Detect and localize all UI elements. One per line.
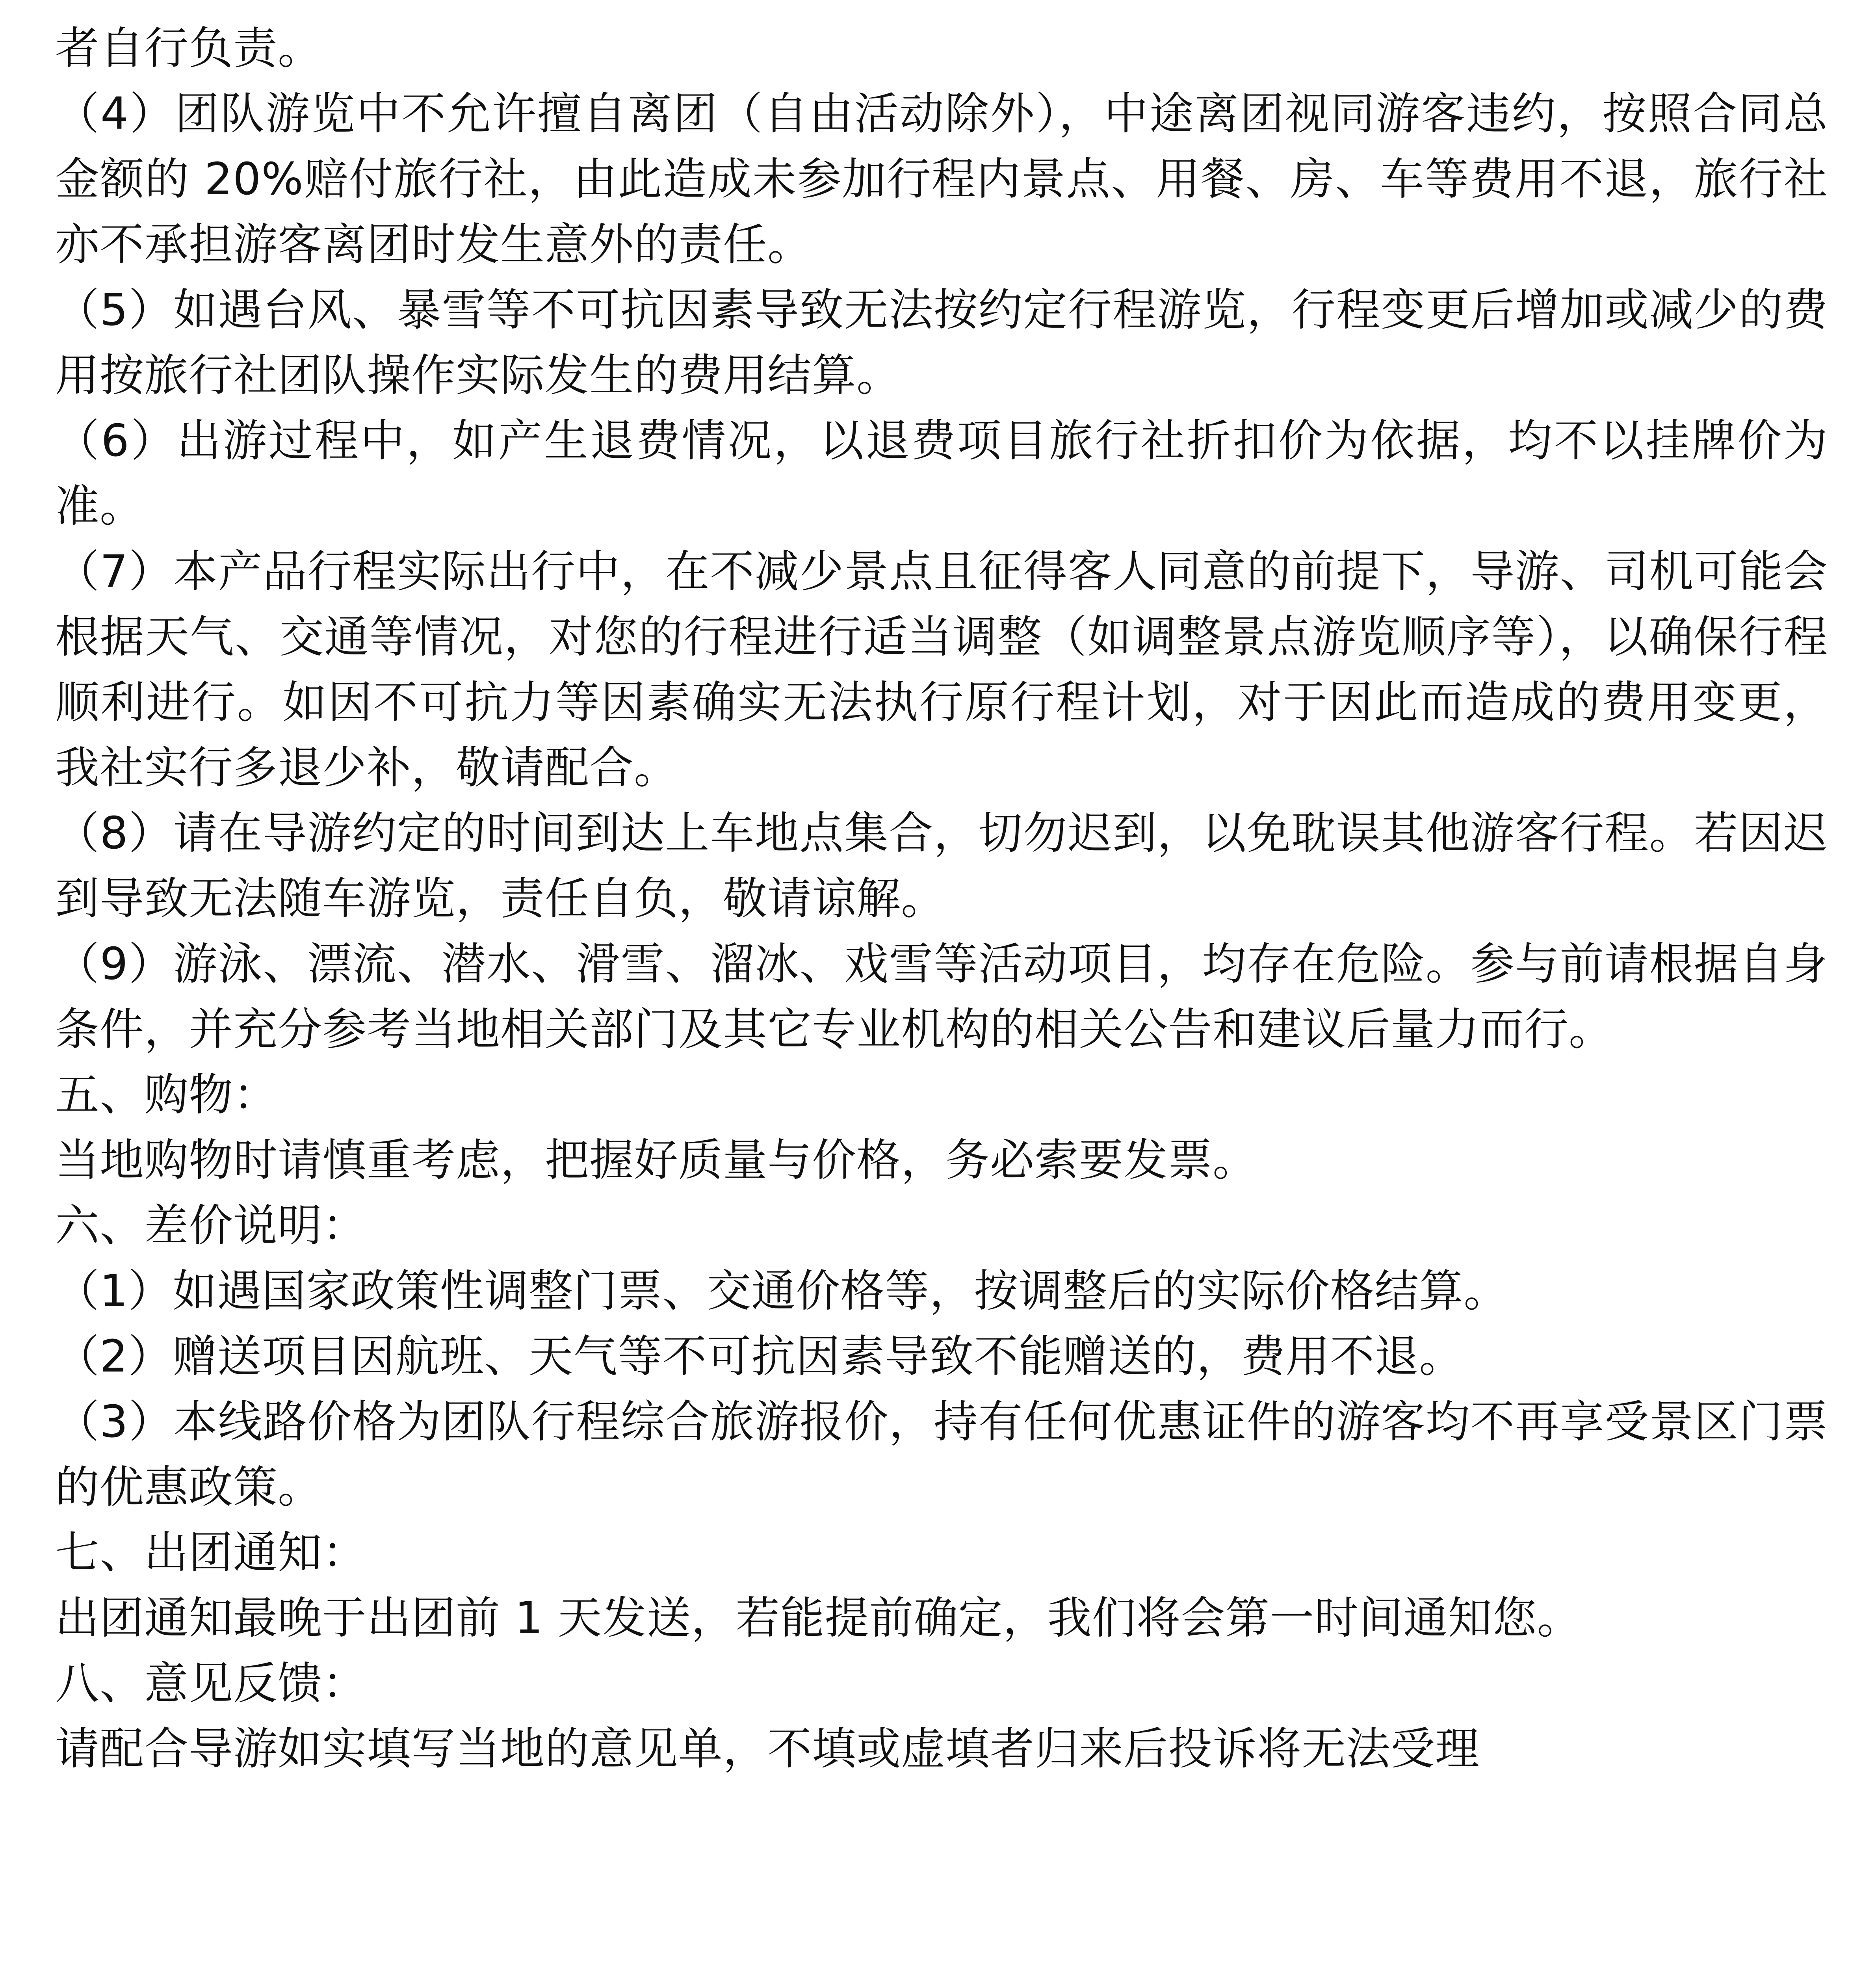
paragraph-continuation: 者自行负责。 — [55, 23, 322, 74]
paragraph-item-6: （6）出游过程中，如产生退费情况，以退费项目旅行社折扣价为依据，均不以挂牌价为准。 — [55, 415, 1828, 532]
paragraph-item-8: （8）请在导游约定的时间到达上车地点集合，切勿迟到，以免耽误其他游客行程。若因迟到导致无法随车游览，责任自负，敬请谅解。 — [55, 808, 1828, 924]
paragraph-price-item-2: （2）赠送项目因航班、天气等不可抗因素导致不能赠送的，费用不退。 — [55, 1331, 1464, 1382]
section-heading-price-difference: 六、差价说明： — [55, 1200, 367, 1251]
paragraph-item-5: （5）如遇台风、暴雪等不可抗因素导致无法按约定行程游览，行程变更后增加或减少的费用按旅行社团队操作实际发生的费用结算。 — [55, 284, 1828, 401]
section-heading-departure-notice: 七、出团通知： — [55, 1527, 367, 1578]
document-body — [55, 16, 1828, 1782]
paragraph-item-4: （4）团队游览中不允许擅自离团（自由活动除外），中途离团视同游客违约，按照合同总金额的 20%赔付旅行社，由此造成未参加行程内景点、用餐、房、车等费用不退，旅行社亦不承担游客离团时发生意外的责任。 — [55, 88, 1828, 270]
paragraph-shopping: 当地购物时请慎重考虑，把握好质量与价格，务必索要发票。 — [55, 1135, 1257, 1186]
section-heading-feedback: 八、意见反馈： — [55, 1658, 367, 1709]
paragraph-price-item-3: （3）本线路价格为团队行程综合旅游报价，持有任何优惠证件的游客均不再享受景区门票的优惠政策。 — [55, 1396, 1828, 1513]
section-heading-shopping: 五、购物： — [55, 1069, 278, 1121]
paragraph-item-9: （9）游泳、漂流、潜水、滑雪、溜冰、戏雪等活动项目，均存在危险。参与前请根据自身条件，并充分参考当地相关部门及其它专业机构的相关公告和建议后量力而行。 — [55, 939, 1828, 1055]
paragraph-feedback: 请配合导游如实填写当地的意见单，不填或虚填者归来后投诉将无法受理 — [55, 1723, 1480, 1775]
paragraph-departure-notice: 出团通知最晚于出团前 1 天发送，若能提前确定，我们将会第一时间通知您。 — [55, 1593, 1582, 1644]
paragraph-item-7: （7）本产品行程实际出行中，在不减少景点且征得客人同意的前提下，导游、司机可能会根据天气、交通等情况，对您的行程进行适当调整（如调整景点游览顺序等），以确保行程顺利进行。如因不可抗力等因素确实无法执行原行程计划，对于因此而造成的费用变更，我社实行多退少补，敬请配合。 — [55, 546, 1828, 794]
paragraph-price-item-1: （1）如遇国家政策性调整门票、交通价格等，按调整后的实际价格结算。 — [55, 1266, 1508, 1317]
